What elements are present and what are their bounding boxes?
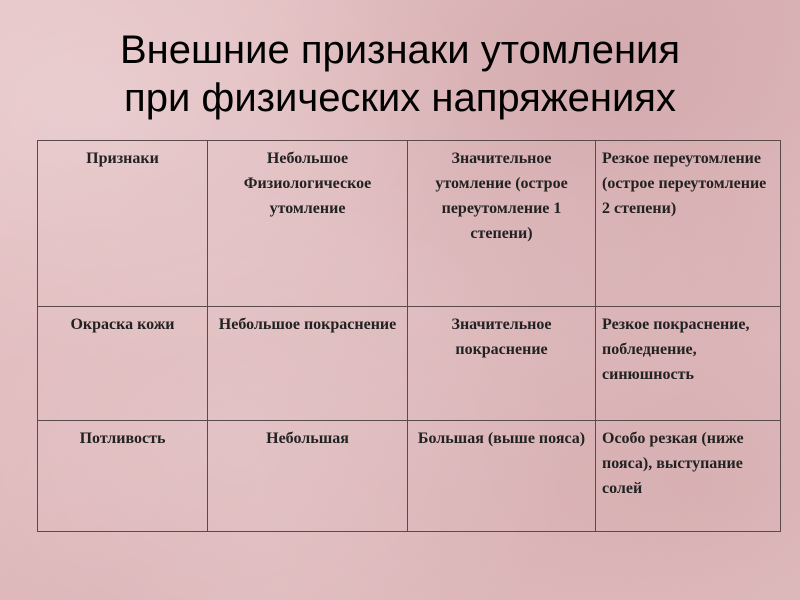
table-cell: Резкое покраснение, побледнение, синюшность bbox=[596, 307, 781, 421]
table-row bbox=[38, 421, 781, 532]
table-cell: Большая (выше пояса) bbox=[408, 421, 596, 532]
header-cell-significant-fatigue: Значительное утомление (острое переутомление 1 степени) bbox=[408, 141, 596, 307]
header-cell-severe-overfatigue: Резкое переутомление (острое переутомление 2 степени) bbox=[596, 141, 781, 307]
row-label-skin-color: Окраска кожи bbox=[38, 307, 208, 421]
slide-title bbox=[0, 26, 800, 122]
table-header-row bbox=[38, 141, 781, 307]
fatigue-signs-table bbox=[37, 140, 781, 532]
table-cell: Значительное покраснение bbox=[408, 307, 596, 421]
slide-title-line-1: Внешние признаки утомления bbox=[119, 28, 681, 72]
table-cell: Особо резкая (ниже пояса), выступание солей bbox=[596, 421, 781, 532]
slide-title-line-2: при физических напряжениях bbox=[124, 76, 676, 120]
table-row bbox=[38, 307, 781, 421]
header-cell-mild-fatigue: Небольшое Физиологическое утомление bbox=[208, 141, 408, 307]
table-cell: Небольшое покраснение bbox=[208, 307, 408, 421]
header-cell-signs: Признаки bbox=[38, 141, 208, 307]
row-label-sweating: Потливость bbox=[38, 421, 208, 532]
table-cell: Небольшая bbox=[208, 421, 408, 532]
